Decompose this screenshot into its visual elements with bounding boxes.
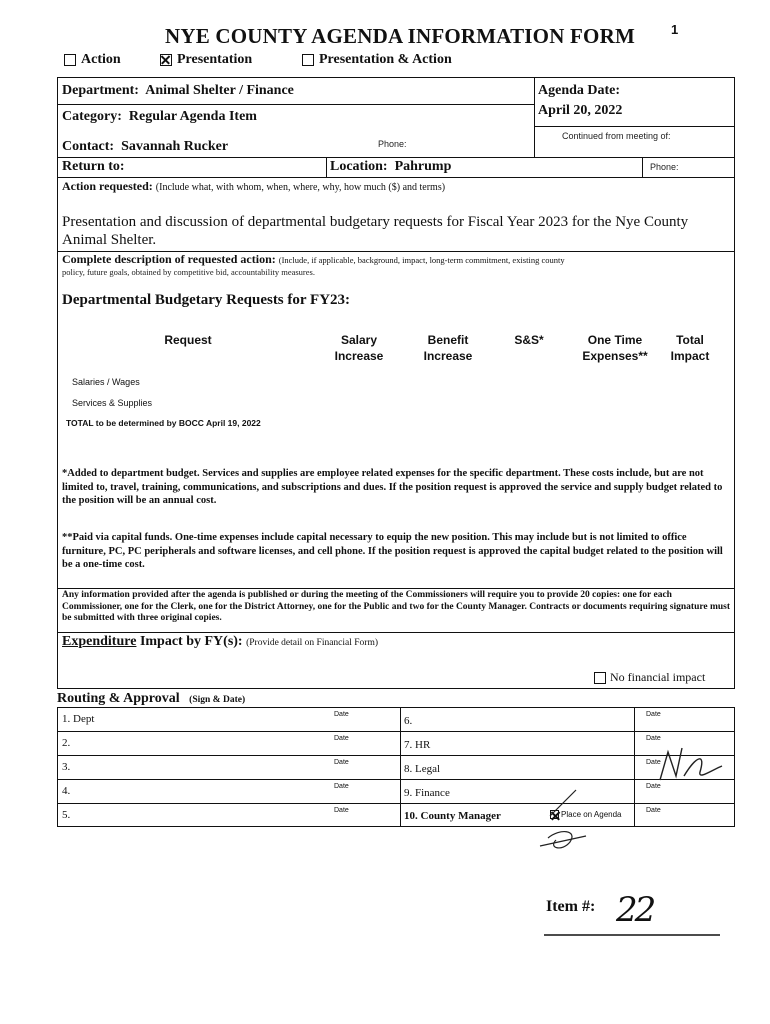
row-salaries-wages: Salaries / Wages <box>72 377 140 387</box>
row-total: TOTAL to be determined by BOCC April 19, 2022 <box>66 418 261 428</box>
complete-description-hint: (Include, if applicable, background, impact, long-term commitment, existing county <box>278 255 565 265</box>
routing-title-text: Routing & Approval <box>57 691 180 706</box>
route-3[interactable]: 3. <box>62 761 71 773</box>
date-label: Date <box>334 711 349 718</box>
action-requested-hint: (Include what, with whom, when, where, why, how much ($) and terms) <box>155 182 446 193</box>
action-requested-text[interactable]: Presentation and discussion of departmental budgetary requests for Fiscal Year 2023 for the Nye County Animal Shelter. <box>62 214 689 248</box>
page-number: 1 <box>671 22 679 37</box>
county-manager-mark <box>540 836 586 846</box>
date-label: Date <box>646 711 661 718</box>
route-legal[interactable]: 8. Legal <box>404 763 441 775</box>
info-note: Any information provided after the agenda is published or during the meeting of the Commissioners will require you to provide 20 copies: one for each Commissioner, one for the Clerk, one for the District Attorney, one for the Public and two for the County Manager. Contracts or documents requiring signature must be submitted with three original copies. <box>62 590 731 623</box>
phone-label: Phone: <box>378 139 407 149</box>
return-to-label: Return to: <box>62 159 125 174</box>
footnote-capital: **Paid via capital funds. One-time expenses include capital necessary to equip the new position. This may include but is not limited to office furniture, PC, PC peripherals and software licenses, and cell phone. If the position request is approved the capital budget related to the position will be a one-time cost. <box>62 532 723 570</box>
col-salary-increase: Salary Increase <box>334 333 384 363</box>
footnote-services-supplies: *Added to department budget. Services and supplies are employee related expenses for the specific department. These costs include, but are not limited to, travel, training, communications, and subscriptions and dues. If the position request is approved the service and supply budget related to the position will be an annual cost. <box>62 468 723 506</box>
category-label: Category: <box>62 109 122 124</box>
routing-hint: (Sign & Date) <box>189 695 246 705</box>
route-finance[interactable]: 9. Finance <box>404 787 450 799</box>
col-benefit-increase: Benefit Increase <box>423 333 473 363</box>
option-action-label: Action <box>81 52 121 67</box>
item-number-label: Item #: <box>546 898 596 915</box>
route-dept[interactable]: 1. Dept <box>62 713 95 725</box>
date-label: Date <box>334 735 349 742</box>
row-services-supplies: Services & Supplies <box>72 398 153 408</box>
continued-from-label: Continued from meeting of: <box>562 131 671 141</box>
complete-description-label: Complete description of requested action: <box>62 252 276 266</box>
legal-initials-signature <box>684 759 722 776</box>
complete-description-hint-line2: policy, future goals, obtained by competitive bid, accountability measures. <box>62 267 315 277</box>
item-number-value[interactable]: 22 <box>616 890 654 930</box>
legal-initials-signature <box>660 748 682 780</box>
form-title: NYE COUNTY AGENDA INFORMATION FORM <box>165 24 635 48</box>
category-value[interactable]: Regular Agenda Item <box>128 109 257 124</box>
col-request: Request <box>164 333 212 347</box>
route-5[interactable]: 5. <box>62 809 71 821</box>
expenditure-hint: (Provide detail on Financial Form) <box>246 638 379 648</box>
place-on-agenda-label: Place on Agenda <box>561 810 622 819</box>
date-label: Date <box>334 807 349 814</box>
route-6[interactable]: 6. <box>404 715 413 727</box>
date-label: Date <box>646 735 661 742</box>
col-ss: S&S* <box>514 333 544 347</box>
col-total-impact: Total Impact <box>670 333 710 363</box>
expenditure-label: Expenditure <box>62 634 137 649</box>
budget-heading: Departmental Budgetary Requests for FY23: <box>62 292 351 308</box>
phone2-label: Phone: <box>650 162 679 172</box>
agenda-date-label: Agenda Date: <box>538 83 621 98</box>
route-2[interactable]: 2. <box>62 737 71 749</box>
date-label: Date <box>334 759 349 766</box>
location-label: Location: <box>330 159 388 174</box>
department-value[interactable]: Animal Shelter / Finance <box>145 83 294 98</box>
finance-mark <box>550 790 576 816</box>
impact-by-fy-label: Impact by FY(s): <box>136 634 243 649</box>
contact-label: Contact: <box>62 139 115 154</box>
date-label: Date <box>646 759 661 766</box>
no-financial-impact-label: No financial impact <box>610 670 706 684</box>
action-requested-label: Action requested: <box>62 179 153 193</box>
option-presentation-label: Presentation <box>177 52 253 67</box>
route-county-manager[interactable]: 10. County Manager <box>404 810 501 822</box>
col-one-time-expenses: One Time Expenses** <box>582 333 648 363</box>
contact-value[interactable]: Savannah Rucker <box>121 139 229 154</box>
route-4[interactable]: 4. <box>62 785 71 797</box>
date-label: Date <box>646 807 661 814</box>
date-label: Date <box>334 783 349 790</box>
location-value[interactable]: Pahrump <box>394 159 452 174</box>
route-hr[interactable]: 7. HR <box>404 739 431 751</box>
option-presentation-action-label: Presentation & Action <box>319 52 452 67</box>
department-label: Department: <box>62 83 139 98</box>
agenda-date-value[interactable]: April 20, 2022 <box>538 103 623 118</box>
date-label: Date <box>646 783 661 790</box>
